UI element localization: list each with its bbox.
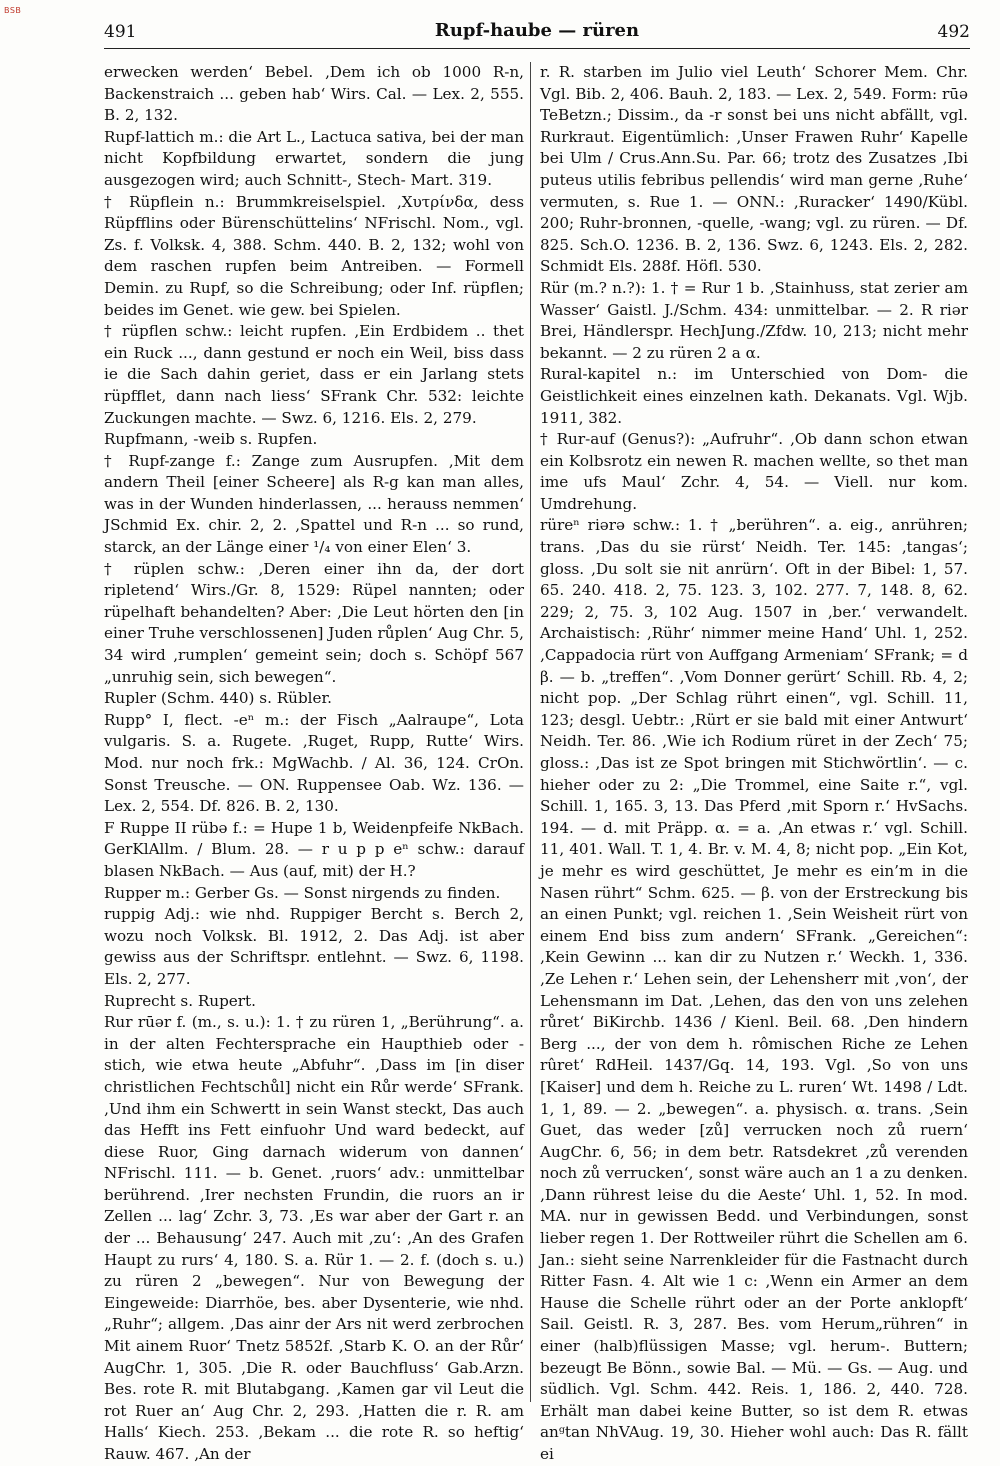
entry: Rupf-lattich m.: die Art L., Lactuca sativa, bei der man nicht Kopfbildung erwartet, sondern die jung ausgezogen wird; auch Schnitt-, Stech- Mart. 319.	[104, 127, 524, 189]
entry: Rupp° I, flect. -eⁿ m.: der Fisch „Aalraupe“, Lota vulgaris. S. a. Rugete. ‚Ruget, Rupp, Rutte‘ Wirs. Mod. nur noch frk.: MgWachb. / Al. 36, 124. CrOn. Sonst Treusche. — ON. Ruppensee Oab. Wz. 136. — Lex. 2, 554. Df. 826. B. 2, 130.	[104, 710, 524, 816]
entry: † Rüpflein n.: Brummkreiselspiel. ‚Χυτρίνδα, dess Rüpfflins oder Bürenschüttelins‘ NFrischl. Nom., vgl. Zs. f. Volksk. 4, 388. Schm. 440. B. 2, 132; wohl von dem raschen rupfen beim Antreiben. — Formell Demin. zu Rupf, so die Schreibung; oder Inf. rüpflen; beides im Genet. wie gew. bei Spielen.	[104, 192, 524, 319]
entry: Rupler (Schm. 440) s. Rübler.	[104, 689, 332, 708]
entry: † rüpflen schw.: leicht rupfen. ‚Ein Erdbidem .. thet ein Ruck ..., dann gestund er noch ein Weil, biss dass ie die Sach dahin geriet, dass er ein Jarlang stets rüpfflet, dann nach liess‘ SFrank Chr. 532: leichte Zuckungen machte. — Swz. 6, 1216. Els. 2, 279.	[104, 322, 524, 427]
entry: ruppig Adj.: wie nhd. Ruppiger Bercht s. Berch 2, wozu noch Volksk. Bl. 1912, 2. Das Adj. ist aber gewiss aus der Schriftspr. entlehnt. — Swz. 6, 1198. Els. 2, 277.	[104, 905, 524, 988]
entry: rüreⁿ riərə schw.: 1. † „berühren“. a. eig., anrühren; trans. ‚Das du sie rürst‘ Neidh. Ter. 145: ‚tangas‘; gloss. ‚Du solt sie nit anrürn‘. Oft in der Bibel: 1, 57. 65. 240. 418. 2, 75. 123. 3, 102. 277. 7, 148. 8, 62. 229; 2, 75. 3, 102 Aug. 1507 in ‚ber.‘ verwandelt. Archaistisch: ‚Rühr‘ nimmer meine Hand‘ Uhl. 1, 252. ‚Cappadocia rürt von Auffgang Armeniam‘ SFrank; = d β. — b. „treffen“. ‚Vom Donner gerürt‘ Schill. Rb. 4, 2; nicht pop. „Der Schlag rührt einen“, vgl. Schill. 11, 123; desgl. Uebtr.: ‚Rürt er sie bald mit einer Antwurt‘ Neidh. Ter. 86. ‚Wie ich Rodium rüret in der Zech‘ 75; gloss.: ‚Das ist ze Spot bringen mit Stichwörtlin‘. — c. hieher oder zu 2: „Die Trommel, eine Saite r.“, vgl. Schill. 1, 165. 3, 13. Das Pferd ‚mit Sporn r.‘ HvSachs. 194. — d. mit Präpp. α. = a. ‚An etwas r.‘ vgl. Schill. 11, 401. Wall. T. 1, 4. Br. v. M. 4, 8; nicht pop. „Ein Kot, je mehr es wird geschüttet, Je mehr es ein’m in die Nasen rührt“ Schm. 625. — β. von der Erstreckung bis an einen Punkt; vgl. reichen 1. ‚Sein Weisheit rürt von einem End biss zum andern‘ SFrank. „Gereichen“: ‚Kein Gewinn ... kan dir zu Nutzen r.‘ Weckh. 1, 336. ‚Ze Lehen r.‘ Lehen sein, der Lehensherr mit ‚von‘, der Lehensmann im Dat. ‚Lehen, das den von uns zelehen růret‘ BiKirchb. 1436 / Kienl. Beil. 68. ‚Den hindern Berg ..., der von dem h. rômischen Riche ze Lehen rûret‘ RdHeil. 1437/Gq. 14, 193. Vgl. ‚So von uns [Kaiser] und dem h. Reiche zu L. ruren‘ Wt. 1498 / Ldt. 1, 1, 89. — 2. „bewegen“. a. physisch. α. trans. ‚Sein Guet, das weder [zů] verrucken noch zů ruern‘ AugChr. 6, 56; in dem betr. Ratsdekret ‚zů verenden noch zů verrucken‘, sonst wäre auch an 1 a zu denken. ‚Dann rührest leise du die Aeste‘ Uhl. 1, 52. In mod. MA. nur in gewissen Bedd. und Verbindungen, sonst lieber regen 1. Der Rottweiler rührt die Schellen am 6. Jan.: sieht seine Narrenkleider für die Fastnacht durch Ritter Fasn. 4. Alt wie 1 c: ‚Wenn ein Armer an dem Hause die Schelle rührt oder an der Porte anklopft‘ Sail. Geistl. R. 3, 287. Bes. vom Herum„rühren“ in einer (halb)flüssigen Masse; vgl. herum-. Buttern; bezeugt Be Bönn., sowie Bal. — Mü. — Gs. — Aug. und südlich. Vgl. Schm. 442. Reis. 1, 186. 2, 440. 728. Erhält man dabei keine Butter, so ist dem R. etwas anᵍtan NhVAug. 19, 30. Hieher wohl auch: Das R. fällt ei	[540, 516, 968, 1463]
entry: † Rupf-zange f.: Zange zum Ausrupfen. ‚Mit dem andern Theil [einer Scheere] als R-g kan man alles, was in der Wunden hinderlassen, ... herauss nemmen‘ JSchmid Ex. chir. 2, 2. ‚Spattel und R-n ... so rund, starck, an der Länge einer ¹/₄ von einer Elen‘ 3.	[104, 451, 524, 557]
right-column	[540, 62, 968, 1466]
page-header	[104, 18, 970, 48]
entry: F Ruppe II rübə f.: = Hupe 1 b, Weidenpfeife NkBach. GerKlAllm. / Blum. 28. — r u p p eⁿ schw.: darauf blasen NkBach. — Aus (auf, mit) der H.?	[104, 818, 524, 880]
page-number-right: 492	[937, 22, 970, 42]
entry: Rür (m.? n.?): 1. † = Rur 1 b. ‚Stainhuss, stat zerier am Wasser‘ Gaistl. J./Schm. 434: unmittelbar. — 2. R riər Brei, Händlerspr. HechJung./Zfdw. 10, 213; nicht mehr bekannt. — 2 zu rüren 2 a α.	[540, 278, 968, 362]
header-rule	[104, 48, 970, 49]
entry: r. R. starben im Julio viel Leuth‘ Schorer Mem. Chr. Vgl. Bib. 2, 406. Bauh. 2, 183. — Lex. 2, 549. Form: rūə TeBetzn.; Dissim., da -r sonst bei uns nicht abfällt, vgl. Rurkraut. Eigentümlich: ‚Unser Frawen Ruhr‘ Kapelle bei Ulm / Crus.Ann.Su. Par. 66; trotz des Zusatzes ‚Ibi puteus utilis febribus pellendis‘ wird man gerne ‚Ruhe‘ vermuten, s. Rue 1. — ONN.: ‚Ruracker‘ 1490/Kübl. 200; Ruhr-bronnen, -quelle, -wang; vgl. zu rüren. — Df. 825. Sch.O. 1236. B. 2, 136. Swz. 6, 1243. Els. 2, 282. Schmidt Els. 288f. Höfl. 530.	[540, 63, 968, 276]
entry: † rüplen schw.: ‚Deren einer ihn da, der dort ripletend‘ Wirs./Gr. 8, 1529: Rüpel nannten; oder rüpelhaft behandelten? Aber: ‚Die Leut hörten den [in einer Truhe verschlossenen] Juden růplen‘ Aug Chr. 5, 34 wird ‚rumplen‘ gemeint sein; doch s. Schöpf 567 „unruhig sein, sich bewegen“.	[104, 559, 524, 686]
entry: Ruprecht s. Rupert.	[104, 991, 256, 1010]
page-number-left: 491	[104, 22, 137, 42]
running-title: Rupf-haube — rüren	[434, 20, 640, 41]
column-divider	[530, 62, 531, 1402]
entry: † Rur-auf (Genus?): „Aufruhr“. ‚Ob dann schon etwan ein Kolbsrotz ein newen R. machen wellte, so thet man ime ufs Maul‘ Zchr. 4, 54. — Viell. nur kom. Umdrehung.	[540, 430, 968, 513]
entry: Rupper m.: Gerber Gs. — Sonst nirgends zu finden.	[104, 883, 501, 902]
library-stamp: BSB	[4, 6, 22, 15]
left-column	[104, 62, 524, 1466]
entry: Rupfmann, -weib s. Rupfen.	[104, 430, 318, 449]
entry: Rural-kapitel n.: im Unterschied von Dom- die Geistlichkeit eines einzelnen kath. Dekanats. Vgl. Wjb. 1911, 382.	[540, 365, 968, 427]
entry: erwecken werden‘ Bebel. ‚Dem ich ob 1000 R-n, Backenstraich ... geben hab‘ Wirs. Cal. — Lex. 2, 555. B. 2, 132.	[104, 63, 524, 125]
entry: Rur rūər f. (m., s. u.): 1. † zu rüren 1, „Berührung“. a. in der alten Fechtersprache ein Haupthieb oder -stich, wie etwa heute „Abfuhr“. ‚Dass im [in diser christlichen Fechtschůl] nicht ein Růr werde‘ SFrank. ‚Und ihm ein Schwertt in sein Wanst steckt, Das auch das Hefft ins Fett einfuohr Und ward bedeckt, auf diese Ruor, Ging darnach widerum von dannen‘ NFrischl. 111. — b. Genet. ‚ruors‘ adv.: unmittelbar berührend. ‚Irer nechsten Frundin, die ruors an ir Zellen ... lag‘ Zchr. 3, 73. ‚Es war aber der Gart r. an der ... Behausung‘ 247. Auch mit ‚zu‘: ‚An des Grafen Haupt zu rurs‘ 4, 180. S. a. Rür 1. — 2. f. (doch s. u.) zu rüren 2 „bewegen“. Nur von Bewegung der Eingeweide: Diarrhöe, bes. aber Dysenterie, wie nhd. „Ruhr“; allgem. ‚Das ainr der Ars nit werd zerbrochen Mit ainem Ruor‘ Tnetz 5852f. ‚Starb K. O. an der Růr‘ AugChr. 1, 305. ‚Die R. oder Bauchfluss‘ Gab.Arzn. Bes. rote R. mit Blutabgang. ‚Kamen gar vil Leut die rot Ruer an‘ Aug Chr. 2, 293. ‚Hatten die r. R. am Halls‘ Kiech. 253. ‚Bekam ... die rote R. so heftig‘ Rauw. 467. ‚An der	[104, 1013, 524, 1463]
